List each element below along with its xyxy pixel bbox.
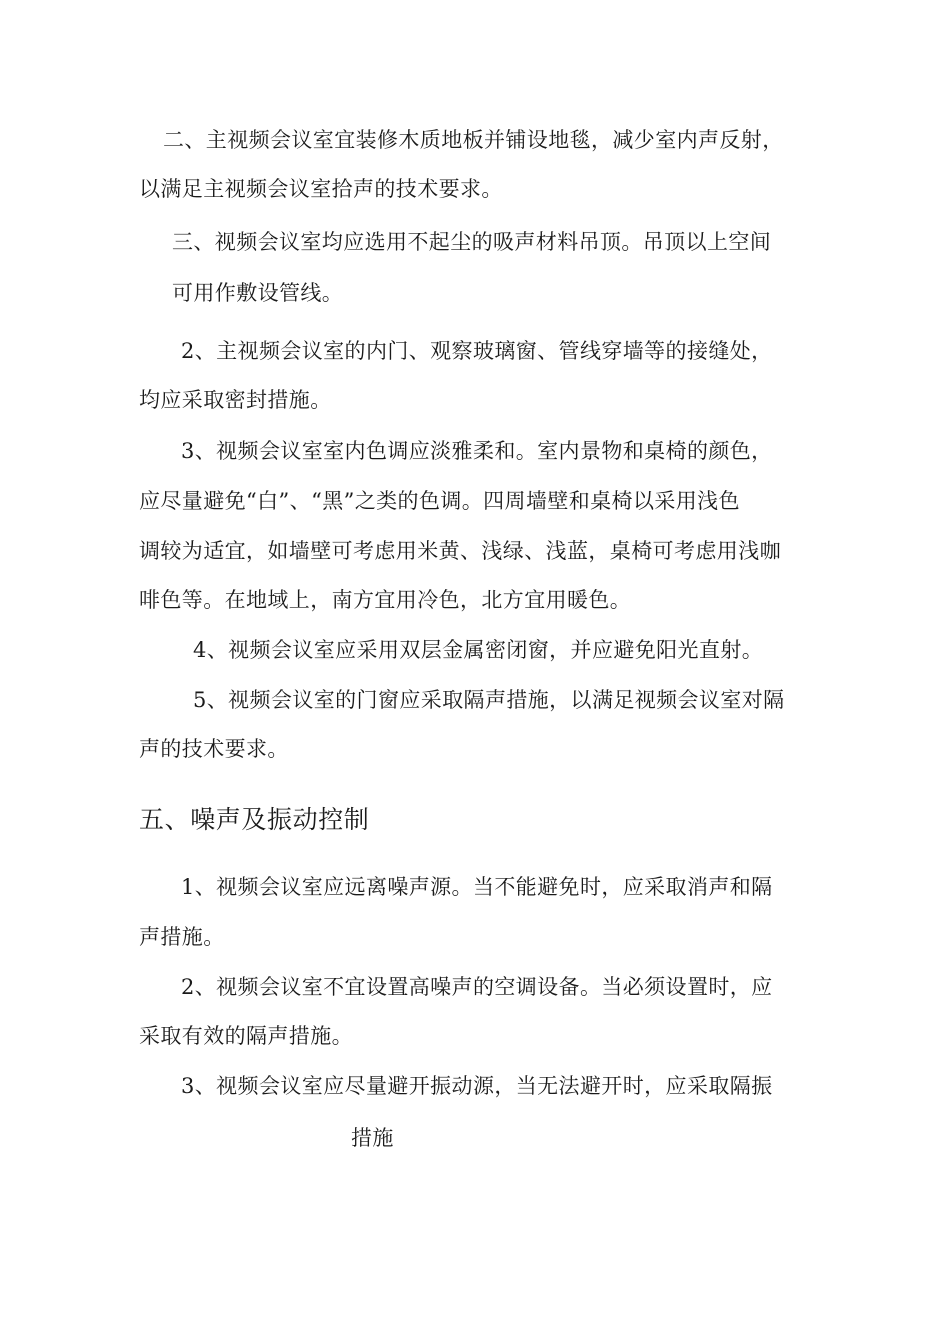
paragraph-line: 以满足主视频会议室拾声的技术要求。 xyxy=(139,177,503,201)
paragraph-line: 三、视频会议室均应选用不起尘的吸声材料吊顶。吊顶以上空间 xyxy=(172,230,772,254)
paragraph-line: 5、视频会议室的门窗应采取隔声措施，以满足视频会议室对隔 xyxy=(193,688,785,712)
paragraph-line: 声的技术要求。 xyxy=(139,737,289,761)
section-heading: 五、噪声及振动控制 xyxy=(139,805,370,834)
paragraph-line: 应尽量避免“白”、“黑”之类的色调。四周墙壁和桌椅以采用浅色 xyxy=(139,489,740,513)
paragraph-line: 啡色等。在地域上，南方宜用冷色，北方宜用暖色。 xyxy=(139,588,632,612)
paragraph-line: 采取有效的隔声措施。 xyxy=(139,1024,353,1048)
paragraph-line: 3、视频会议室应尽量避开振动源，当无法避开时，应采取隔振 xyxy=(181,1074,773,1098)
paragraph-line: 4、视频会议室应采用双层金属密闭窗，并应避免阳光直射。 xyxy=(193,638,764,662)
paragraph-line: 调较为适宜，如墙壁可考虑用米黄、浅绿、浅蓝，桌椅可考虑用浅咖 xyxy=(139,539,781,563)
paragraph-line: 3、视频会议室室内色调应淡雅柔和。室内景物和桌椅的颜色， xyxy=(181,439,773,463)
paragraph-line: 1、视频会议室应远离噪声源。当不能避免时，应采取消声和隔 xyxy=(181,875,773,899)
paragraph-line: 2、视频会议室不宜设置高噪声的空调设备。当必须设置时，应 xyxy=(181,975,773,999)
paragraph-line: 2、主视频会议室的内门、观察玻璃窗、管线穿墙等的接缝处， xyxy=(181,339,773,363)
paragraph-line: 声措施。 xyxy=(139,925,225,949)
paragraph-line: 可用作敷设管线。 xyxy=(172,281,344,305)
paragraph-line: 二、主视频会议室宜装修木质地板并铺设地毯，减少室内声反射， xyxy=(163,128,784,152)
paragraph-line: 措施 xyxy=(351,1126,394,1150)
paragraph-line: 均应采取密封措施。 xyxy=(139,388,332,412)
